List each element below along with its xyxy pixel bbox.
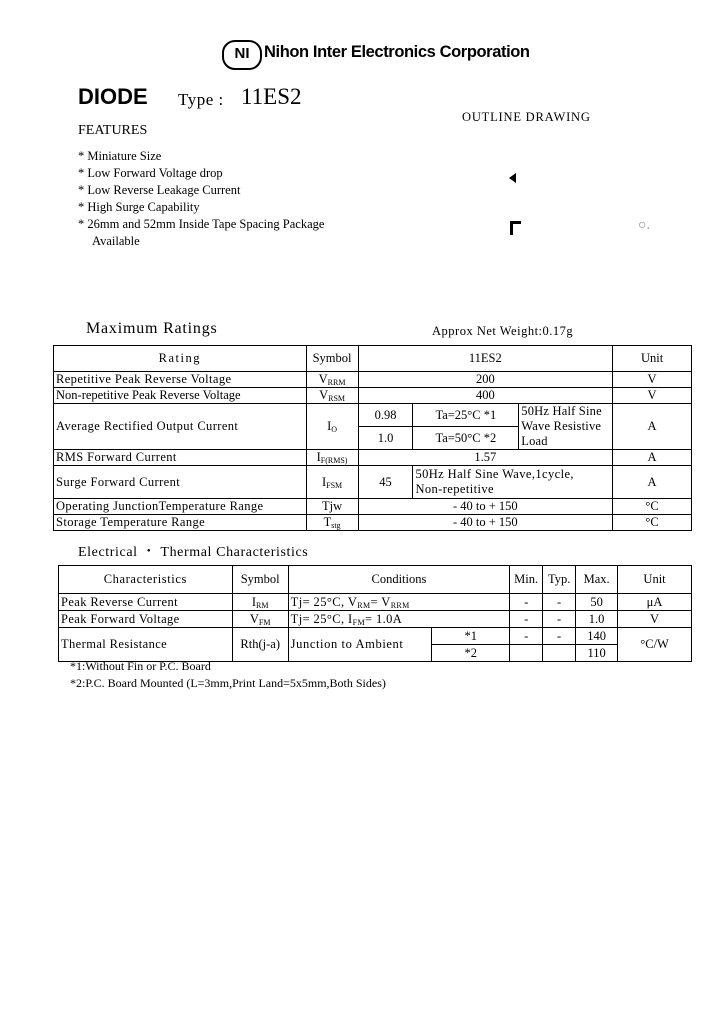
unit-cell: μA xyxy=(618,594,692,611)
footnote: *2:P.C. Board Mounted (L=3mm,Print Land=5x5mm,Both Sides) xyxy=(70,676,386,690)
symbol-cell: Rth(j-a) xyxy=(232,628,288,662)
value-cell: - 40 to + 150 xyxy=(358,499,613,515)
note-cell: 50Hz Half Sine Wave Resistive Load xyxy=(519,404,613,450)
unit-cell: °C xyxy=(613,515,692,531)
min-cell: - xyxy=(510,594,543,611)
feature-item: * High Surge Capability xyxy=(78,200,200,214)
symbol-cell: $V_{FM}$ xyxy=(232,611,288,628)
typ-cell: - xyxy=(543,594,576,611)
table-row xyxy=(54,450,692,466)
condition-cell: 50Hz Half Sine Wave,1cycle, Non-repetitive xyxy=(413,466,613,499)
features-list xyxy=(78,148,324,250)
max-cell: 140 xyxy=(576,628,618,645)
max-ratings-table xyxy=(53,345,692,531)
min-cell: - xyxy=(510,628,543,645)
symbol-cell: Tjw xyxy=(306,499,358,515)
header-typ: Typ. xyxy=(543,566,576,594)
header-min: Min. xyxy=(510,566,543,594)
symbol-cell: $V_{RSM}$ xyxy=(306,388,358,404)
feature-item: * Low Forward Voltage drop xyxy=(78,166,223,180)
feature-item xyxy=(78,216,324,250)
min-cell: - xyxy=(510,611,543,628)
header-symbol: Symbol xyxy=(306,346,358,372)
max-cell: 50 xyxy=(576,594,618,611)
unit-cell: V xyxy=(613,372,692,388)
table-row xyxy=(54,372,692,388)
outline-corner-mark xyxy=(510,221,521,235)
table-row xyxy=(59,628,692,645)
unit-cell: A xyxy=(613,450,692,466)
company-name: Nihon Inter Electronics Corporation xyxy=(264,43,530,61)
subcondition-cell: *2 xyxy=(432,645,510,662)
header-symbol: Symbol xyxy=(232,566,288,594)
condition-cell: Tj= 25°C, $V_{RM}= V_{RRM}$ xyxy=(288,594,510,611)
condition-cell: Junction to Ambient xyxy=(288,628,432,662)
rating-cell: Non-repetitive Peak Reverse Voltage xyxy=(54,388,307,404)
feature-item: * Miniature Size xyxy=(78,149,162,163)
symbol-cell: $T_{stg}$ xyxy=(306,515,358,531)
header-conditions: Conditions xyxy=(288,566,510,594)
max-cell: 1.0 xyxy=(576,611,618,628)
outline-arrow-icon xyxy=(509,173,516,183)
table-row xyxy=(54,515,692,531)
rating-cell: Average Rectified Output Current xyxy=(54,404,307,450)
rating-cell: Surge Forward Current xyxy=(54,466,307,499)
rating-cell: Storage Temperature Range xyxy=(54,515,307,531)
feature-item-text: * 26mm and 52mm Inside Tape Spacing Package xyxy=(78,217,325,231)
footnote: *1:Without Fin or P.C. Board xyxy=(70,659,211,673)
table-row xyxy=(59,594,692,611)
table-row xyxy=(54,499,692,515)
characteristic-cell: Peak Forward Voltage xyxy=(59,611,233,628)
value-cell: - 40 to + 150 xyxy=(358,515,613,531)
table-row xyxy=(59,611,692,628)
type-label: Type : xyxy=(178,90,224,109)
table-header-row xyxy=(54,346,692,372)
header-part: 11ES2 xyxy=(358,346,613,372)
feature-item-continuation: Available xyxy=(92,234,140,248)
ni-logo-mark: NI xyxy=(222,40,262,70)
typ-cell: - xyxy=(543,611,576,628)
symbol-cell: $I_{F(RMS)}$ xyxy=(306,450,358,466)
unit-cell: °C/W xyxy=(618,628,692,662)
outline-drawing-title: OUTLINE DRAWING xyxy=(462,110,591,124)
symbol-cell: $V_{RRM}$ xyxy=(306,372,358,388)
electrical-table xyxy=(58,565,692,662)
product-category: DIODE xyxy=(78,84,148,109)
max-cell: 110 xyxy=(576,645,618,662)
symbol-cell: $I_{FSM}$ xyxy=(306,466,358,499)
condition-cell: Ta=25°C *1 xyxy=(413,404,519,427)
table-row xyxy=(54,466,692,499)
condition-cell: Ta=50°C *2 xyxy=(413,427,519,450)
type-value: 11ES2 xyxy=(241,84,302,109)
footnotes xyxy=(70,658,386,692)
net-weight: Approx Net Weight:0.17g xyxy=(432,324,574,338)
subcondition-cell: *1 xyxy=(432,628,510,645)
value-cell: 1.57 xyxy=(358,450,613,466)
symbol-cell: $I_O$ xyxy=(306,404,358,450)
unit-cell: °C xyxy=(613,499,692,515)
table-row xyxy=(54,388,692,404)
min-cell xyxy=(510,645,543,662)
electrical-thermal-title: Electrical ・ Thermal Characteristics xyxy=(78,545,309,560)
typ-cell: - xyxy=(543,628,576,645)
rating-cell: Operating JunctionTemperature Range xyxy=(54,499,307,515)
features-title: FEATURES xyxy=(78,123,148,138)
header-unit: Unit xyxy=(618,566,692,594)
characteristic-cell: Peak Reverse Current xyxy=(59,594,233,611)
max-ratings-title: Maximum Ratings xyxy=(86,320,218,337)
header-characteristics: Characteristics xyxy=(59,566,233,594)
unit-cell: V xyxy=(618,611,692,628)
table-row xyxy=(54,404,692,427)
value-cell: 200 xyxy=(358,372,613,388)
header-max: Max. xyxy=(576,566,618,594)
rating-cell: RMS Forward Current xyxy=(54,450,307,466)
table-header-row xyxy=(59,566,692,594)
value-cell: 0.98 xyxy=(358,404,413,427)
unit-cell: A xyxy=(613,404,692,450)
value-cell: 400 xyxy=(358,388,613,404)
characteristic-cell: Thermal Resistance xyxy=(59,628,233,662)
header-rating: Rating xyxy=(54,346,307,372)
feature-item: * Low Reverse Leakage Current xyxy=(78,183,241,197)
outline-circle-glyph: ○. xyxy=(638,218,650,233)
typ-cell xyxy=(543,645,576,662)
unit-cell: A xyxy=(613,466,692,499)
value-cell: 45 xyxy=(358,466,413,499)
condition-cell: Tj= 25°C, $I_{FM}= 1.0A$ xyxy=(288,611,510,628)
header-unit: Unit xyxy=(613,346,692,372)
rating-cell: Repetitive Peak Reverse Voltage xyxy=(54,372,307,388)
value-cell: 1.0 xyxy=(358,427,413,450)
unit-cell: V xyxy=(613,388,692,404)
symbol-cell: $I_{RM}$ xyxy=(232,594,288,611)
